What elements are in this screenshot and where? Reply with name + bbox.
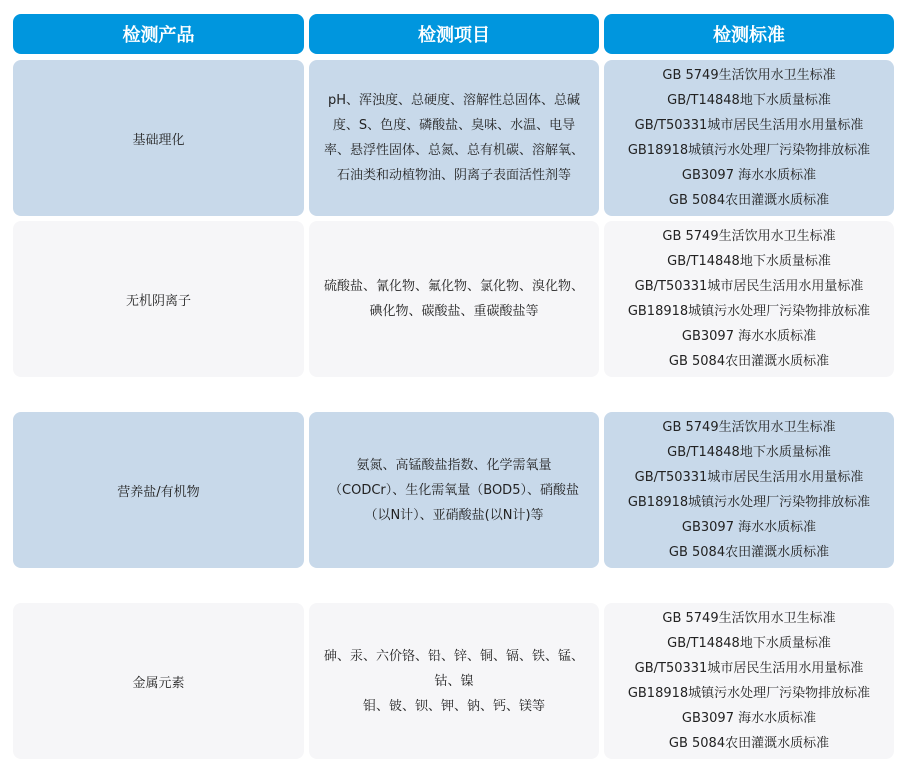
standard-item: GB 5749生活饮用水卫生标准 bbox=[662, 229, 836, 244]
row-1-items bbox=[309, 60, 599, 216]
standard-item: GB 5084农田灌溉水质标准 bbox=[668, 545, 830, 560]
standard-item: GB18918城镇污水处理厂污染物排放标准 bbox=[627, 304, 871, 319]
standard-item: GB3097 海水水质标准 bbox=[681, 329, 817, 344]
row-1-product: 基础理化 bbox=[13, 60, 304, 216]
items-line: 率、悬浮性固体、总氮、总有机碳、溶解氧、 bbox=[323, 143, 584, 158]
standard-item: GB/T14848地下水质量标准 bbox=[667, 93, 831, 108]
items-line: 石油类和动植物油、阴离子表面活性剂等 bbox=[336, 168, 571, 183]
standard-item: GB/T14848地下水质量标准 bbox=[667, 445, 831, 460]
row-2-items bbox=[309, 221, 599, 377]
header-product: 检测产品 bbox=[13, 14, 304, 54]
standard-item: GB 5084农田灌溉水质标准 bbox=[668, 354, 830, 369]
items-line: 钼、铍、钡、钾、钠、钙、镁等 bbox=[362, 698, 545, 714]
standard-item: GB/T14848地下水质量标准 bbox=[667, 636, 831, 651]
items-line: 钴、镍 bbox=[434, 673, 474, 689]
items-line: 砷、汞、六价铬、铅、锌、铜、镉、铁、锰、 bbox=[323, 648, 584, 664]
row-4-product: 金属元素 bbox=[13, 603, 304, 759]
header-items: 检测项目 bbox=[309, 14, 599, 54]
standard-item: GB 5749生活饮用水卫生标准 bbox=[662, 420, 836, 435]
standard-item: GB 5749生活饮用水卫生标准 bbox=[662, 611, 836, 626]
items-line: 硫酸盐、氰化物、氟化物、氯化物、溴化物、 bbox=[323, 279, 584, 294]
row-3-standards bbox=[604, 412, 894, 568]
standard-item: GB 5084农田灌溉水质标准 bbox=[668, 736, 830, 751]
items-line: 度、S、色度、磷酸盐、臭味、水温、电导 bbox=[332, 118, 576, 133]
row-2-standards bbox=[604, 221, 894, 377]
standard-item: GB/T50331城市居民生活用水用量标准 bbox=[634, 279, 864, 294]
standard-item: GB/T50331城市居民生活用水用量标准 bbox=[634, 470, 864, 485]
standard-item: GB18918城镇污水处理厂污染物排放标准 bbox=[627, 686, 871, 701]
items-line: 碘化物、碳酸盐、重碳酸盐等 bbox=[369, 304, 539, 319]
header-standards: 检测标准 bbox=[604, 14, 894, 54]
standard-item: GB18918城镇污水处理厂污染物排放标准 bbox=[627, 495, 871, 510]
standard-item: GB/T14848地下水质量标准 bbox=[667, 254, 831, 269]
standard-item: GB 5749生活饮用水卫生标准 bbox=[662, 68, 836, 83]
row-3-product: 营养盐/有机物 bbox=[13, 412, 304, 568]
row-4-standards bbox=[604, 603, 894, 759]
row-3-items bbox=[309, 412, 599, 568]
standard-item: GB18918城镇污水处理厂污染物排放标准 bbox=[627, 143, 871, 158]
standard-item: GB3097 海水水质标准 bbox=[681, 711, 817, 726]
standard-item: GB 5084农田灌溉水质标准 bbox=[668, 193, 830, 208]
items-line: 氨氮、高锰酸盐指数、化学需氧量 bbox=[356, 457, 552, 473]
row-1-standards bbox=[604, 60, 894, 216]
items-line: （CODCr）、生化需氧量（BOD5）、硝酸盐 bbox=[329, 482, 579, 498]
items-line: pH、浑浊度、总硬度、溶解性总固体、总碱 bbox=[327, 93, 580, 108]
standard-item: GB/T50331城市居民生活用水用量标准 bbox=[634, 661, 864, 676]
standard-item: GB3097 海水水质标准 bbox=[681, 168, 817, 183]
row-2-product: 无机阴离子 bbox=[13, 221, 304, 377]
standard-item: GB3097 海水水质标准 bbox=[681, 520, 817, 535]
row-4-items bbox=[309, 603, 599, 759]
standard-item: GB/T50331城市居民生活用水用量标准 bbox=[634, 118, 864, 133]
items-line: （以N计）、亚硝酸盐(以N计)等 bbox=[364, 507, 544, 523]
